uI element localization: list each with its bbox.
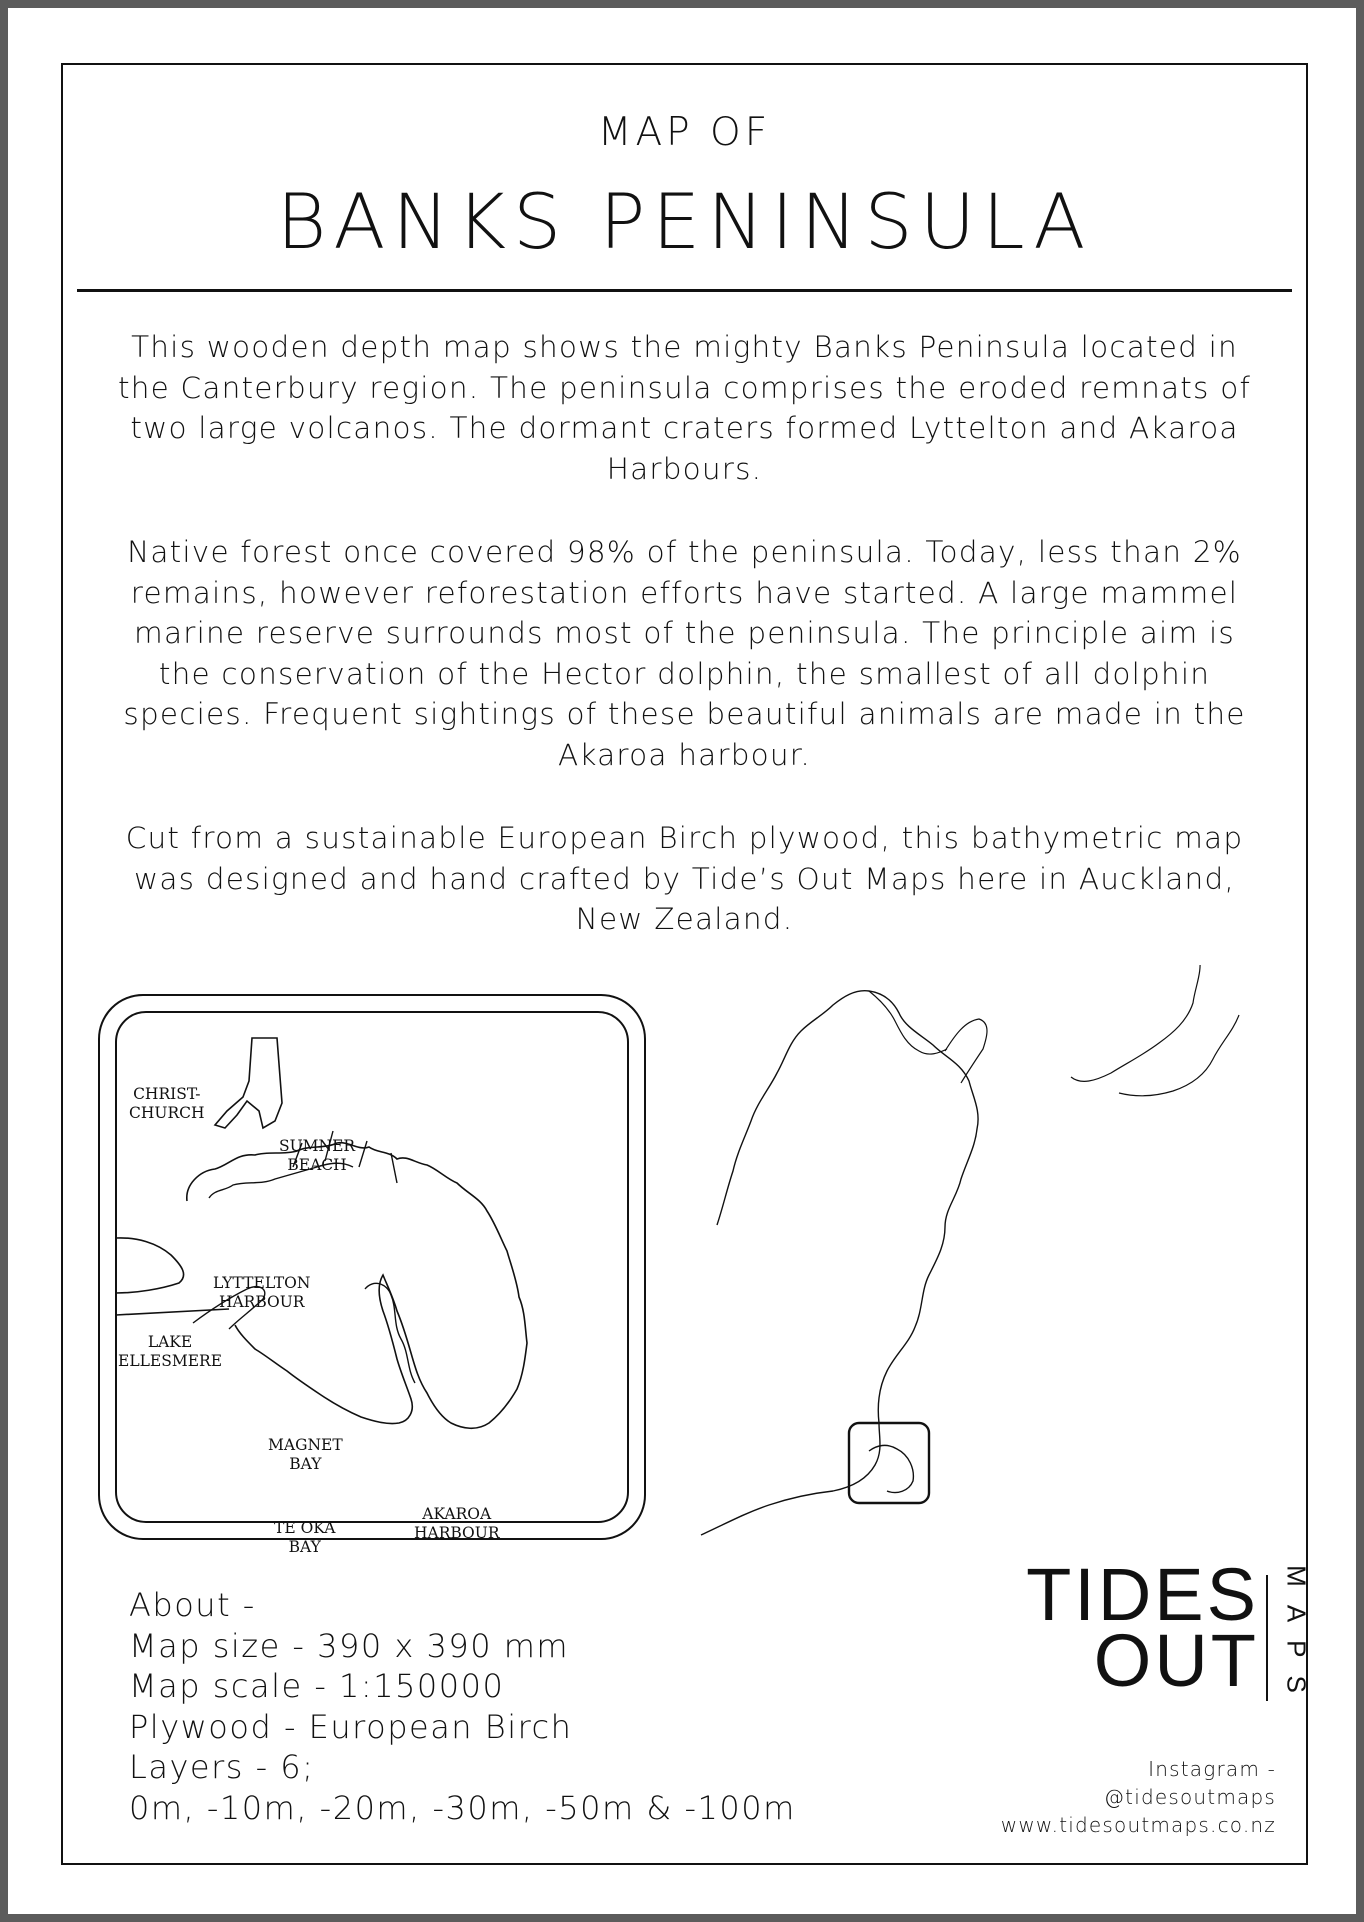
banks-peninsula-inset-map [97, 993, 647, 1556]
logo-line-tides: TIDES [1026, 1553, 1259, 1636]
about-map-size: Map size - 390 x 390 mm [129, 1626, 570, 1665]
map-of-subtitle: MAP OF [597, 110, 772, 155]
poster-title: BANKS PENINSULA [276, 177, 1093, 266]
website-link[interactable]: www.tidesoutmaps.co.nz [1000, 1813, 1276, 1837]
logo-divider [1266, 1575, 1268, 1701]
label-akaroa-harbour: AKAROA HARBOUR [414, 1505, 500, 1542]
about-map-scale: Map scale - 1:150000 [129, 1667, 505, 1705]
label-lake-ellesmere: LAKE ELLESMERE [118, 1333, 223, 1370]
inset-map-drawing [97, 993, 647, 1541]
instagram-label: Instagram - [1148, 1757, 1276, 1781]
about-specs [129, 1585, 796, 1828]
description-paragraph-1: This wooden depth map shows the mighty Banks Peninsula located in the Canterbury region. The peninsula comprises the eroded remnats of two large volcanos. The dormant craters formed Lyttelton and Akaroa Harbours. [117, 330, 1252, 486]
label-lyttelton-harbour: LYTTELTON HARBOUR [213, 1274, 311, 1311]
about-depths: 0m, -10m, -20m, -30m, -50m & -100m [129, 1788, 796, 1827]
about-plywood: Plywood - European Birch [129, 1707, 573, 1746]
about-heading: About - [129, 1586, 256, 1624]
poster-frame [61, 63, 1312, 1865]
instagram-handle[interactable]: @tidesoutmaps [1103, 1785, 1276, 1809]
label-magnet-bay: MAGNET BAY [268, 1436, 343, 1473]
contact-info [1001, 1755, 1276, 1839]
title-divider [77, 289, 1292, 292]
label-sumner-beach: SUMNER BEACH [279, 1137, 356, 1174]
label-te-oka-bay: TE OKA BAY [274, 1519, 336, 1556]
tides-out-logo [963, 1553, 1259, 1702]
logo-line-out: OUT [1093, 1619, 1259, 1702]
new-zealand-locator-map [683, 965, 1243, 1550]
about-layers: Layers - 6; [129, 1748, 315, 1786]
poster-sheet [8, 8, 1356, 1914]
logo-maps-text: MAPS [1281, 1565, 1312, 1711]
description-paragraph-3: Cut from a sustainable European Birch plywood, this bathymetric map was designed and hand crafted by Tide’s Out Maps here in Auckland, New Zealand. [125, 821, 1244, 936]
description-paragraph-2: Native forest once covered 98% of the peninsula. Today, less than 2% remains, however reforestation efforts have started. A large mammel marine reserve surrounds most of the peninsula. The principle aim is the conservation of the Hector dolphin, the smallest of all dolphin species. Frequent sightings of these beautiful animals are made in the Akaroa harbour. [123, 535, 1246, 772]
label-christchurch: CHRIST- CHURCH [129, 1085, 205, 1122]
